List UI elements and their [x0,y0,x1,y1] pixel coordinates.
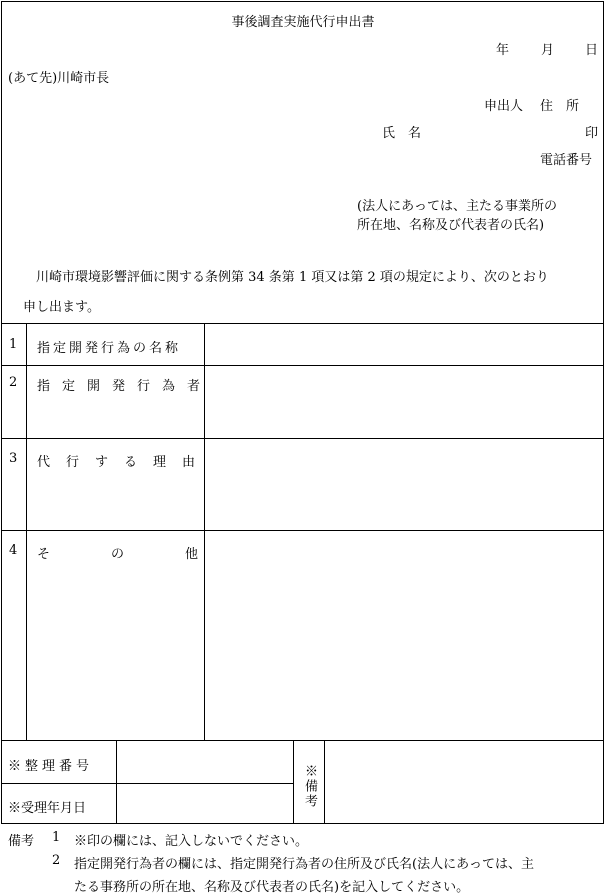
table-rule [1,740,604,741]
form-title: 事後調査実施代行申出書 [231,15,375,30]
remarks-label: ※備考 [302,764,317,809]
row-label-reason: 代行する理由 [37,455,212,470]
table-rule [1,438,604,439]
applicant-label: 申出人 [484,99,524,114]
name-label: 氏 名 [382,126,422,141]
row-label-text: 指定開発行為の名称 [37,341,182,356]
notes-heading: 備考 [8,834,35,849]
address-label: 住 所 [540,99,580,114]
date-year: 年 [496,43,510,58]
receipt-date-label: ※受理年月日 [8,801,87,816]
reference-number-label: ※整理番号 [8,759,94,774]
row-number: 1 [9,337,18,352]
note-2-line2: たる事務所の所在地、名称及び代表者の氏名)を記入してください。 [74,880,470,895]
table-rule [324,740,325,823]
table-rule [1,323,604,324]
row-label-other: その他 [37,547,260,562]
note-2-number: 2 [52,853,61,868]
table-rule [26,323,27,740]
table-rule [1,530,604,531]
receipt-date-field[interactable] [120,787,290,819]
table-rule [1,823,604,824]
note-1: ※印の欄には、記入しないでください。 [74,834,309,849]
date-day: 日 [585,43,599,58]
remarks-field[interactable] [328,744,600,820]
date-month: 月 [541,43,555,58]
row-number: 3 [9,451,18,466]
corporate-note-line1: (法人にあっては、主たる事業所の [357,199,557,214]
addressee: (あて先)川崎市長 [8,71,110,86]
row-label-development-name [37,337,197,356]
statement-line2: 申し出ます。 [23,300,100,315]
corporate-note-line2: 所在地、名称及び代表者の氏名) [357,218,545,233]
table-rule [1,783,293,784]
value-developer[interactable] [210,372,598,432]
table-rule [116,740,117,823]
reference-number-field[interactable] [120,744,290,780]
table-rule [1,365,604,366]
row-number: 2 [9,375,18,390]
seal-mark: 印 [585,126,599,141]
value-other[interactable] [210,538,598,734]
value-development-name[interactable] [210,333,598,357]
table-rule [293,740,294,823]
statement-line1: 川崎市環境影響評価に関する条例第 34 条第 1 項又は第 2 項の規定により、次のとおり [36,270,549,285]
phone-label: 電話番号 [540,153,593,168]
row-number: 4 [9,543,18,558]
note-2-line1: 指定開発行為者の欄には、指定開発行為者の住所及び氏名(法人にあっては、主 [74,857,534,872]
row-label-developer: 指定開発行為者 [37,379,213,394]
value-reason[interactable] [210,446,598,524]
note-1-number: 1 [52,830,61,845]
